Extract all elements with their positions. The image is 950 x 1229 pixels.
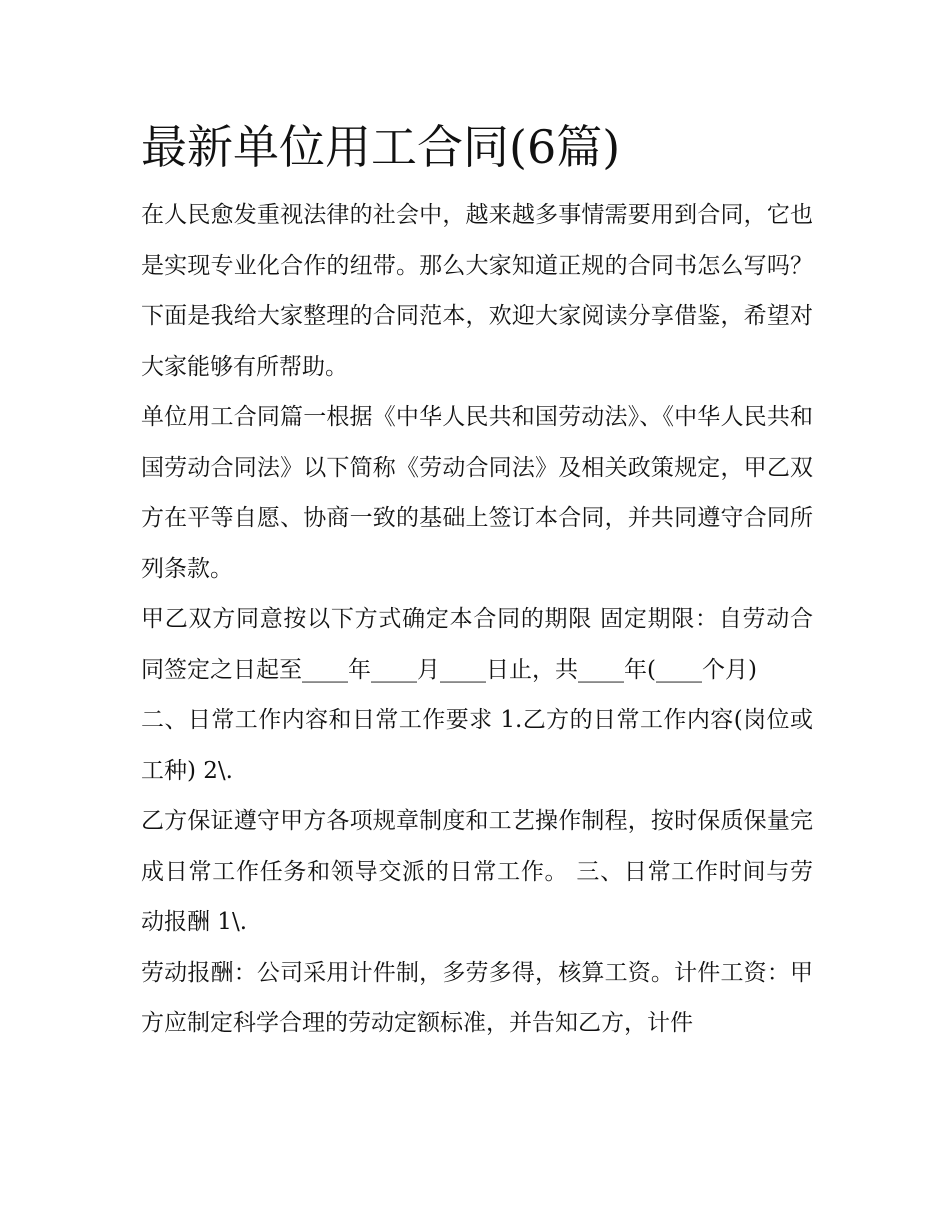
document-title: 最新单位用工合同(6篇) [141, 120, 621, 174]
paragraph-work-rules: 乙方保证遵守甲方各项规章制度和工艺操作制程，按时保质保量完成日常工作任务和领导交派的日常工作。 三、日常工作时间与劳动报酬 1\. [141, 808, 813, 935]
paragraph-contract-term: 甲乙双方同意按以下方式确定本合同的期限 固定期限：自劳动合同签定之日起至____年____月____日止，共____年(____个月) [141, 606, 813, 683]
paragraph-contract-basis: 单位用工合同篇一根据《中华人民共和国劳动法》、《中华人民共和国劳动合同法》以下简称《劳动合同法》及相关政策规定，甲乙双方在平等自愿、协商一致的基础上签订本合同，并共同遵守合同所列条款。 [141, 404, 813, 582]
paragraph-remuneration: 劳动报酬：公司采用计件制，多劳多得，核算工资。计件工资：甲方应制定科学合理的劳动定额标准，并告知乙方，计件 [141, 959, 813, 1036]
paragraph-intro: 在人民愈发重视法律的社会中，越来越多事情需要用到合同，它也是实现专业化合作的纽带。那么大家知道正规的合同书怎么写吗？下面是我给大家整理的合同范本，欢迎大家阅读分享借鉴，希望对大家能够有所帮助。 [141, 202, 813, 380]
document-page [141, 112, 813, 1049]
paragraph-work-content: 二、日常工作内容和日常工作要求 1.乙方的日常工作内容(岗位或工种) 2\. [141, 707, 813, 784]
